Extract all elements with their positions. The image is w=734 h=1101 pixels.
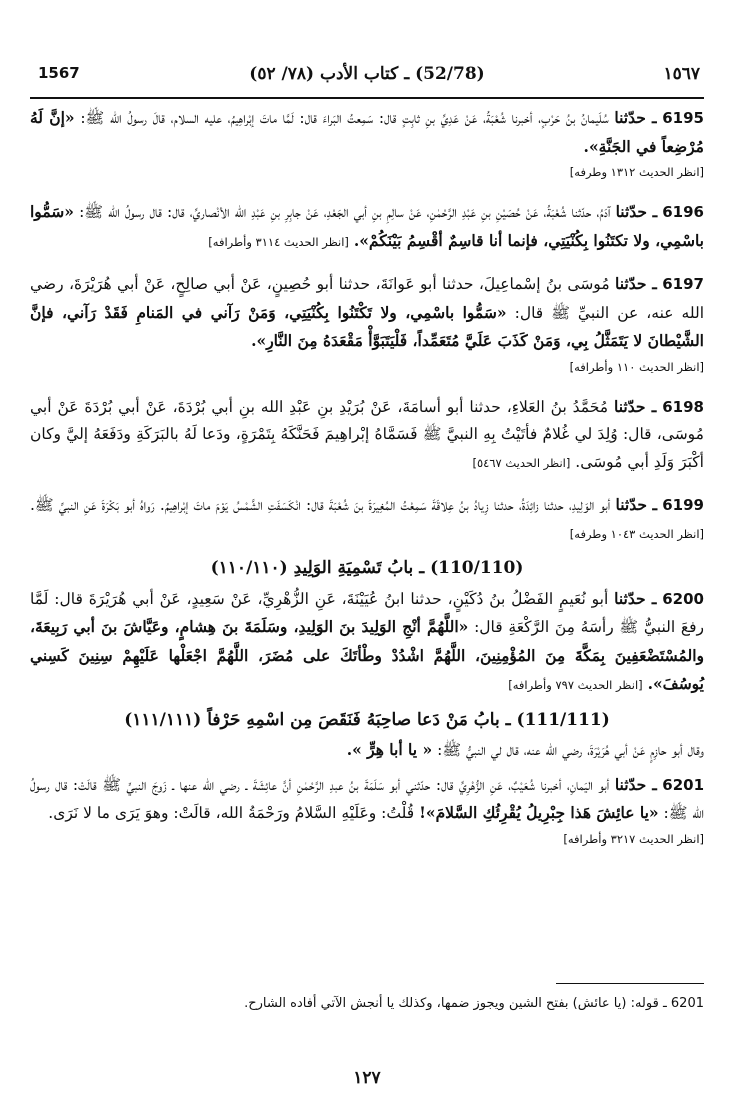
hadith-6195 — [30, 104, 704, 183]
hadith-keyword: ـ حدّثنا — [615, 202, 658, 221]
hadith-6199 — [30, 491, 704, 547]
hadith-reference: [انظر الحديث ٣٢١٧ وأطرافه] — [563, 831, 704, 846]
hadith-keyword: ـ حدّثنا — [615, 274, 657, 293]
hadith-text: آدَمُ، حدّثنا شُعْبَةُ، عَنْ حُصَيْنِ بنِ عَبْدِ الرَّحْمٰنِ، عَنْ سالِمِ بنِ أبي الجَعْدِ، عَنْ جابِرِ بنِ عَبْدِ الله الأنْصاريِّ، قال: قال رسولُ الله ﷺ: — [79, 203, 611, 221]
hadith-reference: [انظر الحديث ١٣١٢ وطرفه] — [569, 165, 704, 179]
hadith-reference: [انظر الحديث ٧٩٧ وأطرافه] — [508, 678, 643, 692]
header-rule — [30, 97, 704, 99]
main-text — [30, 104, 704, 850]
hadith-reference: [انظر الحديث ١١٠ وأطرافه] — [569, 359, 704, 374]
hadith-keyword: ـ حدّثنا — [614, 108, 657, 127]
hadith-6201 — [30, 771, 704, 850]
lead-quote: « يا أبا هِرٍّ ». — [346, 740, 433, 759]
hadith-text: سُلَيمانُ بنُ حَرْبٍ، أخبرنا شُعْبَةُ، عَنْ عَدِيِّ بنِ ثابِتٍ قال: سَمِعتُ البَراءَ قال: لَمَّا ماتَ إبْراهِيمُ، عليه السلام، قالَ رسولُ الله ﷺ: — [80, 109, 609, 127]
hadith-text: مُحَمَّدُ بنُ العَلاءِ، حدثنا أبو أسامَةَ، عَنْ بُرَيْدِ بنِ عَبْدِ الله بنِ أبي بُرْدَةَ، عَنْ أبي بُرْدَةَ عَنْ أبي مُوسَى، قال: وُلِدَ لي غُلامٌ فأتَيْتُ بِهِ النبيَّ ﷺ فَسَمَّاهُ إبْراهِيمَ فَحَنَّكَهُ بِتَمْرَةٍ، ودَعا لَهُ بالبَرَكَةِ ودَفَعَهُ إليَّ وكان أكْبَرَ وَلَدِ أبي مُوسَى. — [30, 397, 704, 471]
page-number-latin: 1567 — [38, 64, 80, 82]
hadith-6196 — [30, 198, 704, 255]
hadith-text-tail: قُلْتُ: وعَلَيْهِ السَّلامُ ورَحْمَةُ الله، قالَتْ: وهوَ يَرَى ما لا نَرَى. — [48, 804, 415, 822]
lead-text: وقال أبو حازِمٍ عَنْ أبي هُرَيْرَةَ، رضي الله عنه، قال لي النبيُّ ﷺ: — [437, 741, 704, 759]
footnote-rule — [556, 983, 704, 984]
chapter-heading-110: (110/110) ـ بابُ تَسْمِيَةِ الوَلِيدِ (١١٠/١١٠) — [210, 558, 524, 578]
hadith-number: 6195 — [662, 109, 704, 127]
chapter-lead — [30, 736, 704, 765]
hadith-keyword: ـ حدّثنا — [614, 774, 657, 794]
hadith-6198 — [30, 393, 704, 477]
page-footer-number: ١٢٧ — [353, 1068, 381, 1088]
page-header — [30, 60, 704, 94]
hadith-number: 6200 — [662, 589, 704, 608]
hadith-quote: «اللَّهُمَّ أنْجِ الوَلِيدَ بنَ الوَلِيدِ، وسَلَمَةَ بنَ هِشامٍ، وعَيَّاشَ بنَ أبي رَبِيعَةَ، والمُسْتَضْعَفِينَ بِمَكَّةَ مِنَ المُؤْمِنِينَ، اللَّهُمَّ اشْدُدْ وطْأتَكَ على مُضَرَ، اللَّهُمَّ اجْعَلْها عَلَيْهِمْ سِنِينَ كَسِني يُوسُفَ». — [30, 617, 704, 693]
hadith-quote: «سَمُّوا باسْمِي، ولا تكتَنُوا بِكُنْيَتِي، فإنما أنا قاسِمٌ أقْسِمُ بَيْنَكُمْ». — [30, 202, 704, 250]
chapter-heading-111: (111/111) ـ بابُ مَنْ دَعا صاحِبَهُ فَنَقَصَ مِن اسْمِهِ حَرْفاً (١١١/١١١) — [124, 709, 610, 730]
hadith-text: مُوسَى بنُ إسْماعِيلَ، حدثنا أبو عَوانَةَ، حدثنا أبو حُصِينٍ، عَنْ أبي صالِحٍ، عَنْ أبي هُرَيْرَةَ، رضي الله عنه، عن النبيِّ ﷺ قال: — [30, 275, 704, 322]
hadith-quote: «سَمُّوا باسْمِي، ولا تَكْتَنُوا بِكُنْيَتِي، وَمَنْ رَآني في المَنامِ فَقَدْ رَآني، فإنَّ الشَّيْطانَ لا يَتَمَثَّلُ بِي، وَمَنْ كَذَبَ عَلَيَّ مُتَعَمِّداً، فَلْيَتَبَوَّأْ مَقْعَدَهُ مِنَ النَّارِ». — [30, 302, 704, 350]
hadith-number: 6199 — [662, 496, 704, 514]
hadith-keyword: ـ حدّثنا — [615, 495, 658, 514]
hadith-keyword: ـ حدّثنا — [613, 396, 657, 416]
footnote: 6201 ـ قوله: (يا عائش) بفتح الشين ويجوز ضمها، وكذلك يا أنجش الآتي أفاده الشارح. — [244, 996, 704, 1011]
hadith-keyword: ـ حدّثنا — [614, 588, 657, 608]
hadith-reference: [انظر الحديث ٣١١٤ وأطرافه] — [208, 234, 349, 249]
hadith-quote: «إنَّ لَهُ مُرْضِعاً في الجَنَّةِ». — [30, 108, 704, 156]
page-number-arabic: ١٥٦٧ — [663, 64, 700, 84]
hadith-6197 — [30, 270, 704, 378]
hadith-text: أبو الوَلِيدِ، حدثنا زائِدَةُ، حدثنا زِيادُ بنُ عِلاقَةَ سَمِعْتُ المُغِيرَةَ بنَ شُعْبَةَ قال: انْكَسَفَتِ الشَّمْسُ يَوْمَ ماتَ إبْراهِيمُ. رَواهُ أبو بَكْرَةَ عَنِ النبيِّ ﷺ. — [30, 496, 611, 514]
running-title: (52/78) ـ كتاب الأدب (٧٨/ ٥٢) — [249, 64, 485, 84]
hadith-text: أبو اليَمانِ، أخبرنا شُعَيْبٌ، عَنِ الزُّهْرِيِّ قال: حدّثني أبو سَلَمَةَ بنُ عبدِ الرَّحْمٰنِ أنَّ عائِشَةَ ـ رضي الله عنها ـ زَوجَ النبيِّ ﷺ قالَتْ: قال رسولُ الله ﷺ: — [30, 775, 704, 822]
hadith-reference: [انظر الحديث ١٠٤٣ وطرفه] — [569, 526, 704, 541]
hadith-number: 6196 — [662, 203, 704, 221]
hadith-text: أبو نُعَيمٍ الفَضْلُ بنُ دُكَيْنٍ، حدثنا ابنُ عُيَيْنَةَ، عَنِ الزُّهْرِيِّ، عَنْ سَعِيدٍ، عَنْ أبي هُرَيْرَةَ قال: لَمَّا رفعَ النبيُّ ﷺ رأسَهُ مِنَ الرَّكْعَةِ قال: — [30, 589, 704, 636]
hadith-number: 6198 — [662, 397, 704, 416]
hadith-number: 6201 — [662, 775, 705, 794]
hadith-number: 6197 — [662, 275, 704, 293]
hadith-quote: «يا عائِشَ هَذا جِبْرِيلُ يُقْرِئُكِ السَّلامَ»! — [419, 803, 659, 822]
hadith-6200 — [30, 585, 704, 699]
hadith-reference: [انظر الحديث ٥٤٦٧] — [472, 455, 571, 470]
